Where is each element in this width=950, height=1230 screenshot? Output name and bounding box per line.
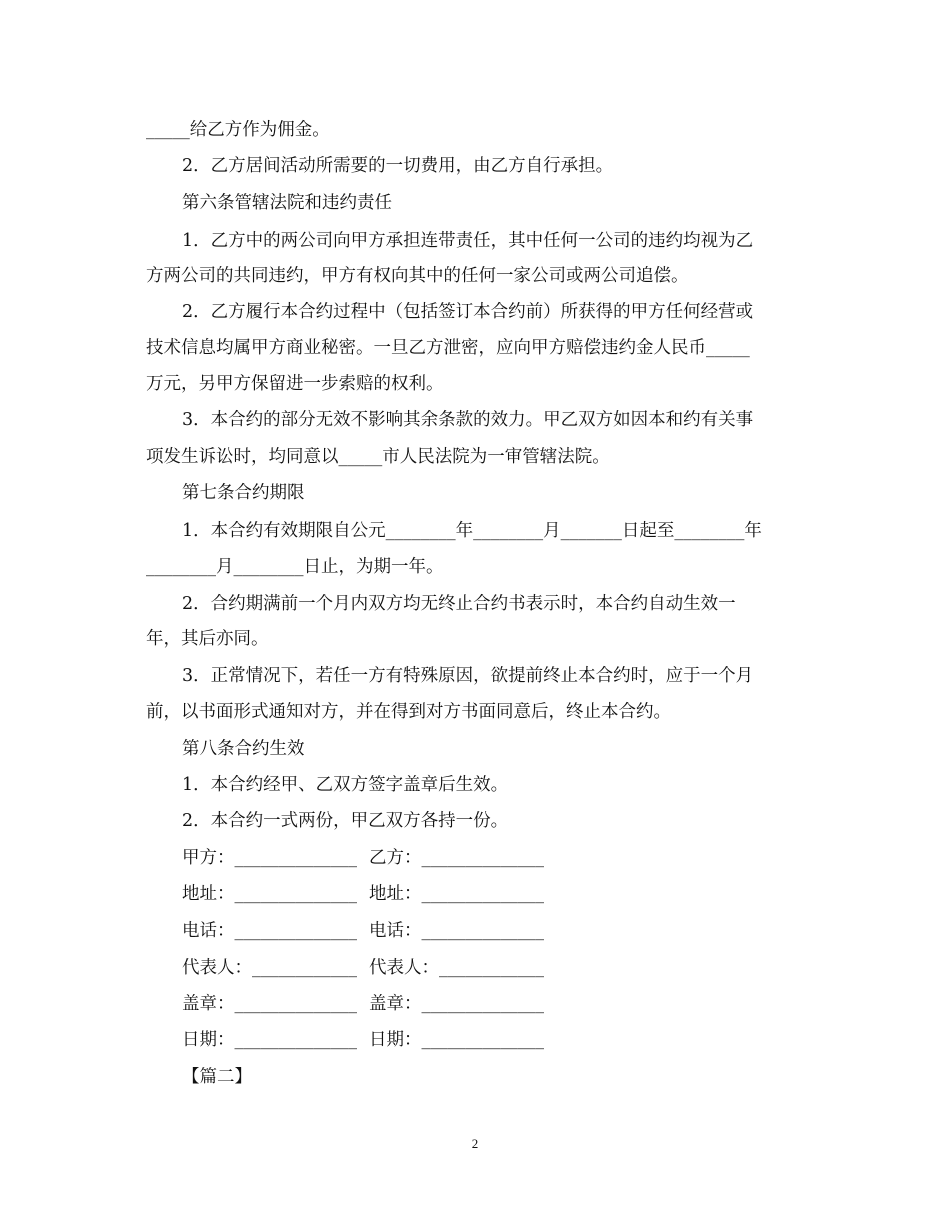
article-6-item-3a: 3．本合约的部分无效不影响其余条款的效力。甲乙双方如因本和约有关事 bbox=[182, 410, 754, 430]
signature-phone-a: 电话：______________ bbox=[182, 921, 357, 941]
signature-seal-b: 盖章：______________ bbox=[369, 994, 544, 1014]
section-heading: 【篇二】 bbox=[182, 1067, 252, 1087]
article-6-item-2b: 技术信息均属甲方商业秘密。一旦乙方泄密，应向甲方赔偿违约金人民币_____ bbox=[146, 338, 750, 358]
signature-phone-b: 电话：______________ bbox=[369, 921, 544, 941]
article-6-heading: 第六条管辖法院和违约责任 bbox=[182, 193, 392, 213]
signature-seal-a: 盖章：______________ bbox=[182, 994, 357, 1014]
article-6-item-1b: 方两公司的共同违约，甲方有权向其中的任何一家公司或两公司追偿。 bbox=[146, 266, 689, 286]
article-6-item-3b: 项发生诉讼时，均同意以_____市人民法院为一审管辖法院。 bbox=[146, 447, 610, 467]
article-7-item-2a: 2．合约期满前一个月内双方均无终止合约书表示时，本合约自动生效一 bbox=[182, 594, 736, 614]
article-6-item-2c: 万元，另甲方保留进一步索赔的权利。 bbox=[146, 374, 444, 394]
article-7-item-1b: ________月________日止，为期一年。 bbox=[146, 557, 444, 577]
article-7-heading: 第七条合约期限 bbox=[182, 483, 305, 503]
page-number: 2 bbox=[471, 1136, 479, 1151]
signature-party-b: 乙方：______________ bbox=[369, 848, 544, 868]
text-line-expenses: 2．乙方居间活动所需要的一切费用，由乙方自行承担。 bbox=[182, 156, 614, 176]
article-8-item-1: 1．本合约经甲、乙双方签字盖章后生效。 bbox=[182, 775, 509, 795]
signature-representative-b: 代表人：____________ bbox=[369, 958, 544, 978]
article-7-item-1a: 1．本合约有效期限自公元________年________月_______日起至________年 bbox=[182, 521, 762, 541]
article-7-item-2b: 年，其后亦同。 bbox=[146, 629, 269, 649]
article-6-item-2a: 2．乙方履行本合约过程中（包括签订本合约前）所获得的甲方任何经营或 bbox=[182, 302, 754, 322]
signature-party-a: 甲方：______________ bbox=[182, 848, 357, 868]
signature-date-b: 日期：______________ bbox=[369, 1030, 544, 1050]
article-6-item-1a: 1．乙方中的两公司向甲方承担连带责任，其中任何一公司的违约均视为乙 bbox=[182, 231, 754, 251]
article-7-item-3a: 3．正常情况下，若任一方有特殊原因，欲提前终止本合约时，应于一个月 bbox=[182, 666, 754, 686]
signature-date-a: 日期：______________ bbox=[182, 1030, 357, 1050]
article-8-item-2: 2．本合约一式两份，甲乙双方各持一份。 bbox=[182, 811, 509, 831]
text-line-commission: _____给乙方作为佣金。 bbox=[146, 120, 330, 140]
signature-address-a: 地址：______________ bbox=[182, 884, 357, 904]
article-8-heading: 第八条合约生效 bbox=[182, 739, 305, 759]
signature-address-b: 地址：______________ bbox=[369, 884, 544, 904]
signature-representative-a: 代表人：____________ bbox=[182, 958, 357, 978]
article-7-item-3b: 前，以书面形式通知对方，并在得到对方书面同意后，终止本合约。 bbox=[146, 702, 671, 722]
